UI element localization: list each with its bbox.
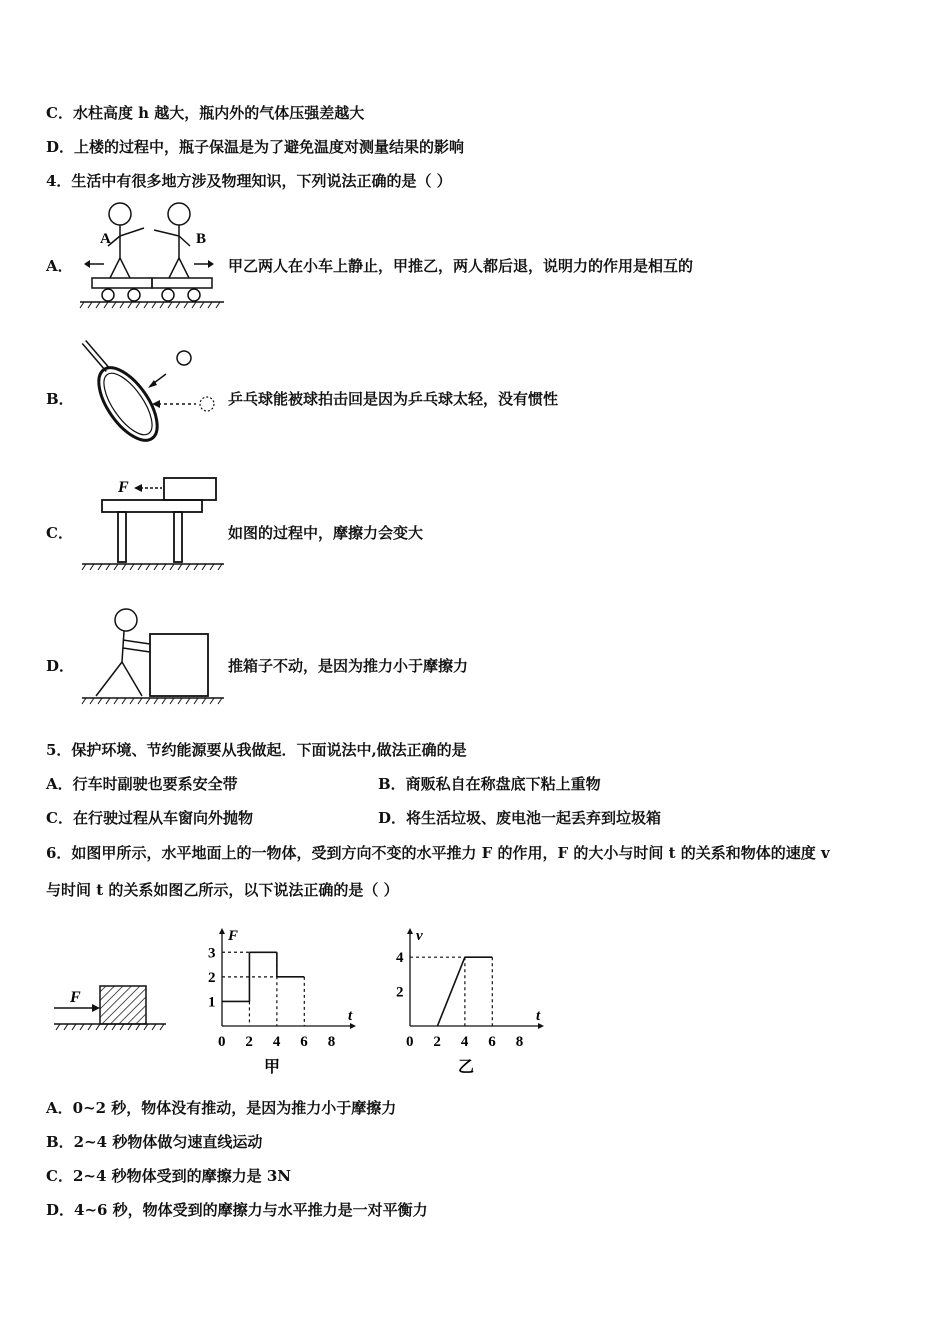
q6-option-c: C．2~4 秒物体受到的摩擦力是 3N — [46, 1167, 291, 1185]
x-tick-label: 4 — [272, 1034, 281, 1050]
q3-option-c: C．水柱高度 h 越大，瓶内外的气体压强差越大 — [46, 104, 365, 122]
q6-force-label: F — [70, 989, 81, 1006]
x-tick-label: 2 — [245, 1034, 253, 1050]
q4-option-d-text: 推箱子不动，是因为推力小于摩擦力 — [228, 657, 469, 675]
q6-option-b: B．2~4 秒物体做匀速直线运动 — [46, 1133, 263, 1151]
q6-stem-line1: 6．如图甲所示，水平地面上的一物体，受到方向不变的水平推力 F 的作用，F 的大小与时间 t 的关系和物体的速度 v — [46, 844, 830, 862]
x-tick-label: 6 — [300, 1034, 308, 1050]
x-tick-label: 8 — [515, 1034, 524, 1050]
v-segment — [437, 957, 464, 1026]
q4-option-b-label: B． — [46, 390, 74, 408]
y-tick-label: 2 — [396, 984, 404, 1001]
q6-block-figure — [52, 980, 168, 1032]
y-tick-label: 3 — [208, 945, 216, 962]
q5-option-c: C．在行驶过程从车窗向外抛物 — [46, 809, 253, 827]
chart-v-caption: 乙 — [458, 1059, 475, 1076]
q5-option-a: A．行车时副驶也要系安全带 — [46, 775, 238, 793]
q5-option-b: B．商贩私自在称盘底下粘上重物 — [378, 775, 601, 793]
y-axis-arrow — [219, 928, 225, 934]
x-tick-label: 4 — [460, 1034, 469, 1050]
x-tick-label: 6 — [488, 1034, 496, 1050]
q4-option-d-label: D． — [46, 657, 75, 675]
q4-option-c-label: C． — [46, 524, 73, 542]
x-axis-label: t — [348, 1008, 353, 1024]
q5-option-d: D．将生活垃圾、废电池一起丢弃到垃圾箱 — [378, 809, 662, 827]
x-tick-label: 0 — [218, 1034, 226, 1050]
y-axis-arrow — [407, 928, 413, 934]
q4-stem: 4．生活中有很多地方涉及物理知识，下列说法正确的是（ ） — [46, 172, 452, 190]
q4-option-a-label: A． — [46, 257, 73, 275]
y-axis-label: v — [416, 928, 423, 944]
q4-figure-a-carts — [78, 198, 228, 310]
q4-figure-c-table-push — [78, 472, 228, 580]
x-tick-label: 2 — [433, 1034, 441, 1050]
q4-option-b-text: 乒乓球能被球拍击回是因为乒乓球太轻，没有惯性 — [228, 390, 559, 408]
x-tick-label: 0 — [406, 1034, 414, 1050]
y-axis-label: F — [228, 928, 239, 944]
force-label: F — [118, 479, 129, 496]
x-tick-label: 8 — [327, 1034, 336, 1050]
person-b-label: B — [196, 231, 207, 247]
q4-option-c-text: 如图的过程中，摩擦力会变大 — [228, 524, 424, 542]
q4-option-a-text: 甲乙两人在小车上静止，甲推乙，两人都后退，说明力的作用是相互的 — [228, 257, 694, 275]
q6-chart-v-t — [388, 926, 558, 1076]
x-axis-label: t — [536, 1008, 541, 1024]
person-a-label: A — [100, 231, 111, 247]
q6-option-a: A．0~2 秒，物体没有推动，是因为推力小于摩擦力 — [46, 1099, 397, 1117]
q6-chart-f-t — [200, 926, 370, 1076]
q5-stem: 5．保护环境、节约能源要从我做起．下面说法中,做法正确的是 — [46, 741, 467, 759]
q6-stem-line2: 与时间 t 的关系如图乙所示，以下说法正确的是（ ） — [46, 881, 399, 899]
chart-f-caption: 甲 — [264, 1059, 281, 1076]
y-tick-label: 2 — [208, 969, 216, 986]
q4-figure-d-push-box — [78, 604, 228, 714]
q3-option-d: D．上楼的过程中，瓶子保温是为了避免温度对测量结果的影响 — [46, 138, 465, 156]
q6-option-d: D．4~6 秒，物体受到的摩擦力与水平推力是一对平衡力 — [46, 1201, 428, 1219]
y-tick-label: 4 — [396, 950, 404, 967]
q4-figure-b-table-tennis — [78, 338, 228, 446]
y-tick-label: 1 — [208, 994, 216, 1011]
